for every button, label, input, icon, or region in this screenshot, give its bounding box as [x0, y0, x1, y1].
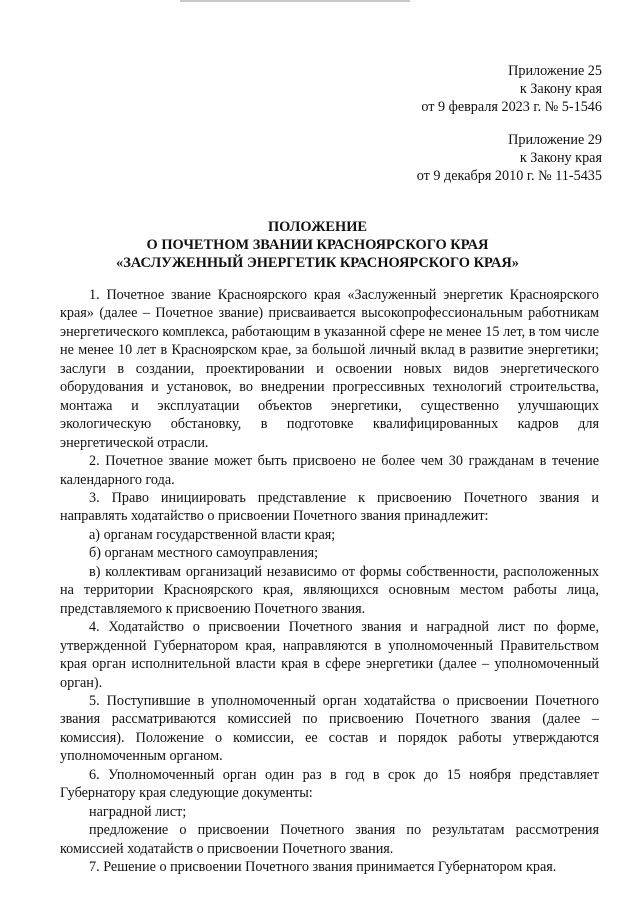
- paragraph-6-item-1: наградной лист;: [89, 803, 187, 820]
- paragraph-2: 2. Почетное звание может быть присвоено не более чем 30 гражданам в течение календарного года.: [60, 453, 599, 488]
- document-body: [60, 286, 599, 877]
- document-title: [0, 218, 635, 272]
- paragraph-7: 7. Решение о присвоении Почетного звания принимается Губернатором края.: [89, 859, 557, 876]
- appendix-1-number: Приложение 25: [508, 63, 602, 79]
- paragraph-1: 1. Почетное звание Красноярского края «Заслуженный энергетик Красноярского края» (далее – Почетное звание) присваивается высокопрофессиональным работникам энергетического комплекса, работающим в указанной сфере не менее 15 лет, в том числе не менее 10 лет в Красноярском крае, за большой личный вклад в развитие энергетики; заслуги в создании, проектировании и освоении новых видов энергетического оборудования и установок, во внедрении прогрессивных технологий строительства, монтажа и эксплуатации объектов энергетики, существенно улучшающих экологическую обстановку, в подготовке квалифицированных кадров для энергетической отрасли.: [60, 287, 599, 451]
- title-line-2: О ПОЧЕТНОМ ЗВАНИИ КРАСНОЯРСКОГО КРАЯ: [146, 237, 489, 253]
- paragraph-3-item-c: в) коллективам организаций независимо от формы собственности, расположенных на территории Красноярского края, являющихся основным местом работы лица, представляемого к присвоению Почетного звания.: [60, 563, 599, 617]
- appendix-header-1: [421, 62, 602, 116]
- appendix-2-law: к Закону края: [519, 150, 602, 166]
- paragraph-3-item-b: б) органам местного самоуправления;: [89, 545, 319, 562]
- paragraph-3: 3. Право инициировать представление к присвоению Почетного звания и направлять ходатайство о присвоении Почетного звания принадлежит:: [60, 489, 599, 525]
- appendix-1-law: к Закону края: [519, 81, 602, 97]
- appendix-1-date: от 9 февраля 2023 г. № 5-1546: [421, 99, 602, 115]
- paragraph-5: 5. Поступившие в уполномоченный орган ходатайства о присвоении Почетного звания рассматриваются комиссией по присвоению Почетного звания (далее – комиссия). Положение о комиссии, ее состав и порядок работы утверждаются уполномоченным органом.: [60, 692, 599, 765]
- appendix-header-2: [417, 131, 602, 185]
- title-line-1: ПОЛОЖЕНИЕ: [267, 219, 368, 235]
- paragraph-4: 4. Ходатайство о присвоении Почетного звания и наградной лист по форме, утвержденной Губернатором края, направляются в уполномоченный Правительством края орган исполнительной власти края в сфере энергетики (далее – уполномоченный орган).: [60, 619, 599, 691]
- paragraph-6: 6. Уполномоченный орган один раз в год в срок до 15 ноября представляет Губернатору края следующие документы:: [60, 766, 599, 802]
- paragraph-6-item-2: предложение о присвоении Почетного звания по результатам рассмотрения комиссией ходатайств о присвоении Почетного звания.: [60, 822, 599, 857]
- appendix-2-number: Приложение 29: [508, 132, 602, 148]
- paragraph-3-item-a: а) органам государственной власти края;: [89, 526, 336, 543]
- top-rule: [180, 0, 410, 2]
- title-line-3: «ЗАСЛУЖЕННЫЙ ЭНЕРГЕТИК КРАСНОЯРСКОГО КРАЯ»: [116, 255, 519, 271]
- appendix-2-date: от 9 декабря 2010 г. № 11-5435: [416, 168, 602, 184]
